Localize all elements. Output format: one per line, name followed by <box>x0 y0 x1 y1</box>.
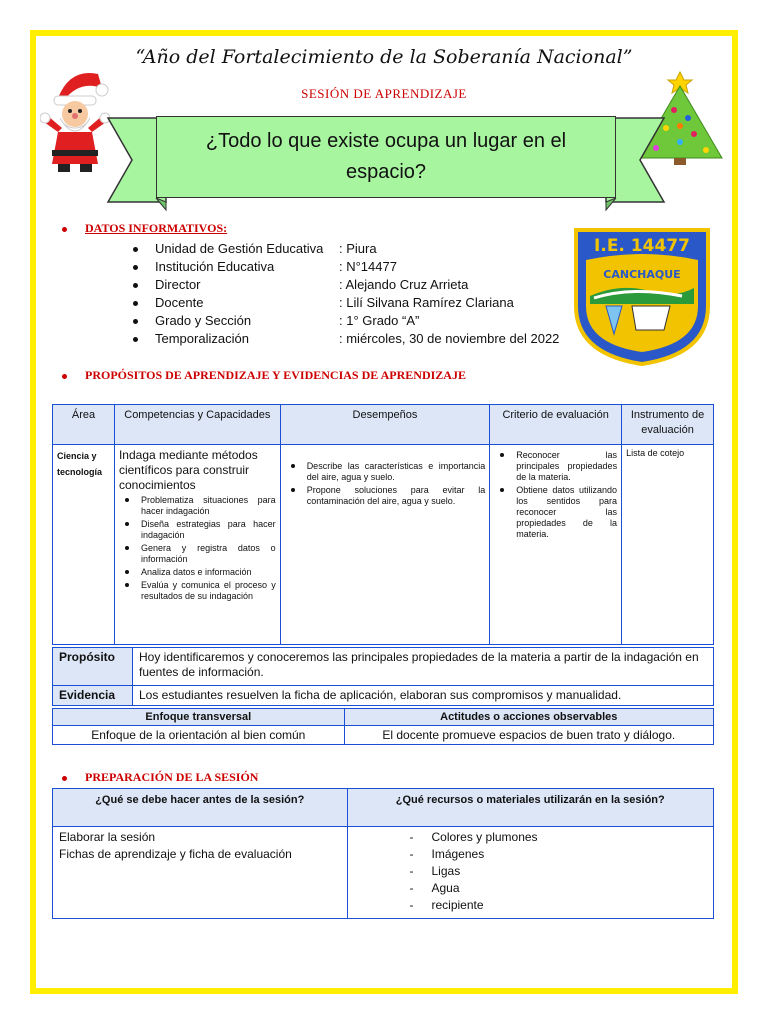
session-title: ¿Todo lo que existe ocupa un lugar en el espacio? <box>156 116 616 198</box>
year-motto: “Año del Fortalecimiento de la Soberanía Nacional” <box>135 46 633 68</box>
antes-header: ¿Qué se debe hacer antes de la sesión? <box>53 789 348 827</box>
title-banner <box>96 104 676 214</box>
col-header-criterio: Criterio de evaluación <box>490 405 622 445</box>
datos-row: Director : Alejando Cruz Arrieta <box>133 276 323 294</box>
capacidad-item: Genera y registra datos o información <box>119 543 276 565</box>
preparacion-heading: PREPARACIÓN DE LA SESIÓN <box>62 770 258 785</box>
recurso-item: - Colores y plumones <box>410 829 708 846</box>
datos-row: Unidad de Gestión Educativa : Piura <box>133 240 323 258</box>
col-header-area: Área <box>53 405 115 445</box>
capacidad-item: Evalúa y comunica el proceso y resultados de su indagación <box>119 580 276 602</box>
recurso-item: - Imágenes <box>410 846 708 863</box>
desempeno-item: Propone soluciones para evitar la contaminación del aire, agua y suelo. <box>285 485 486 507</box>
proposito-evidencia-table <box>52 647 714 706</box>
capacidad-item: Problematiza situaciones para hacer indagación <box>119 495 276 517</box>
desempenos-cell <box>280 445 490 645</box>
col-header-instrumento: Instrumento de evaluación <box>622 405 714 445</box>
col-header-desempenos: Desempeños <box>280 405 490 445</box>
datos-row: Institución Educativa : N°14477 <box>133 258 323 276</box>
competencia-text: Indaga mediante métodos científicos para construir conocimientos <box>118 448 258 492</box>
datos-row: Grado y Sección : 1° Grado “A” <box>133 312 323 330</box>
capacidad-item: Diseña estrategias para hacer indagación <box>119 519 276 541</box>
criterios-cell <box>490 445 622 645</box>
desempeno-item: Describe las características e importancia del aire, agua y suelo. <box>285 461 486 483</box>
propositos-table <box>52 404 714 645</box>
evidencia-label: Evidencia <box>53 686 133 706</box>
criterio-item: Obtiene datos utilizando los sentidos para reconocer las propiedades de la materia. <box>494 485 617 540</box>
antes-cell <box>53 827 348 919</box>
session-label: SESIÓN DE APRENDIZAJE <box>301 86 467 101</box>
datos-row: Docente : Lilí Silvana Ramírez Clariana <box>133 294 323 312</box>
recursos-cell <box>347 827 714 919</box>
recurso-item: - Ligas <box>410 863 708 880</box>
enfoque-value: Enfoque de la orientación al bien común <box>53 726 345 745</box>
datos-list <box>133 240 560 348</box>
preparacion-table <box>52 788 714 919</box>
competencias-cell <box>114 445 280 645</box>
enfoque-table <box>52 708 714 745</box>
criterio-item: Reconocer las principales propiedades de la materia. <box>494 450 617 483</box>
recursos-header: ¿Qué recursos o materiales utilizarán en la sesión? <box>347 789 714 827</box>
enfoque-header: Enfoque transversal <box>53 709 345 726</box>
proposito-text: Hoy identificaremos y conoceremos las principales propiedades de la materia a partir de la indagación en fuentes de información. <box>133 648 714 686</box>
actitudes-header: Actitudes o acciones observables <box>344 709 713 726</box>
antes-item: Elaborar la sesión <box>59 830 156 844</box>
datos-heading: DATOS INFORMATIVOS: <box>62 221 227 236</box>
col-header-competencias: Competencias y Capacidades <box>114 405 280 445</box>
capacidad-item: Analiza datos e información <box>119 567 276 578</box>
logo-ie-text: I.E. 14477 <box>594 236 690 256</box>
datos-row: Temporalización : miércoles, 30 de noviembre del 2022 <box>133 330 323 348</box>
proposito-label: Propósito <box>53 648 133 686</box>
logo-place-text: CANCHAQUE <box>603 268 681 281</box>
evidencia-text: Los estudiantes resuelven la ficha de aplicación, elaboran sus compromisos y manualidad. <box>133 686 714 706</box>
instrumento-cell: Lista de cotejo <box>622 445 714 645</box>
recurso-item: - Agua <box>410 880 708 897</box>
propositos-heading: PROPÓSITOS DE APRENDIZAJE Y EVIDENCIAS DE APRENDIZAJE <box>62 368 466 383</box>
school-shield-logo <box>572 226 712 368</box>
recurso-item: - recipiente <box>410 897 708 914</box>
actitudes-value: El docente promueve espacios de buen trato y diálogo. <box>344 726 713 745</box>
area-cell: Ciencia y tecnología <box>53 445 115 645</box>
antes-item: Fichas de aprendizaje y ficha de evaluación <box>59 847 292 861</box>
